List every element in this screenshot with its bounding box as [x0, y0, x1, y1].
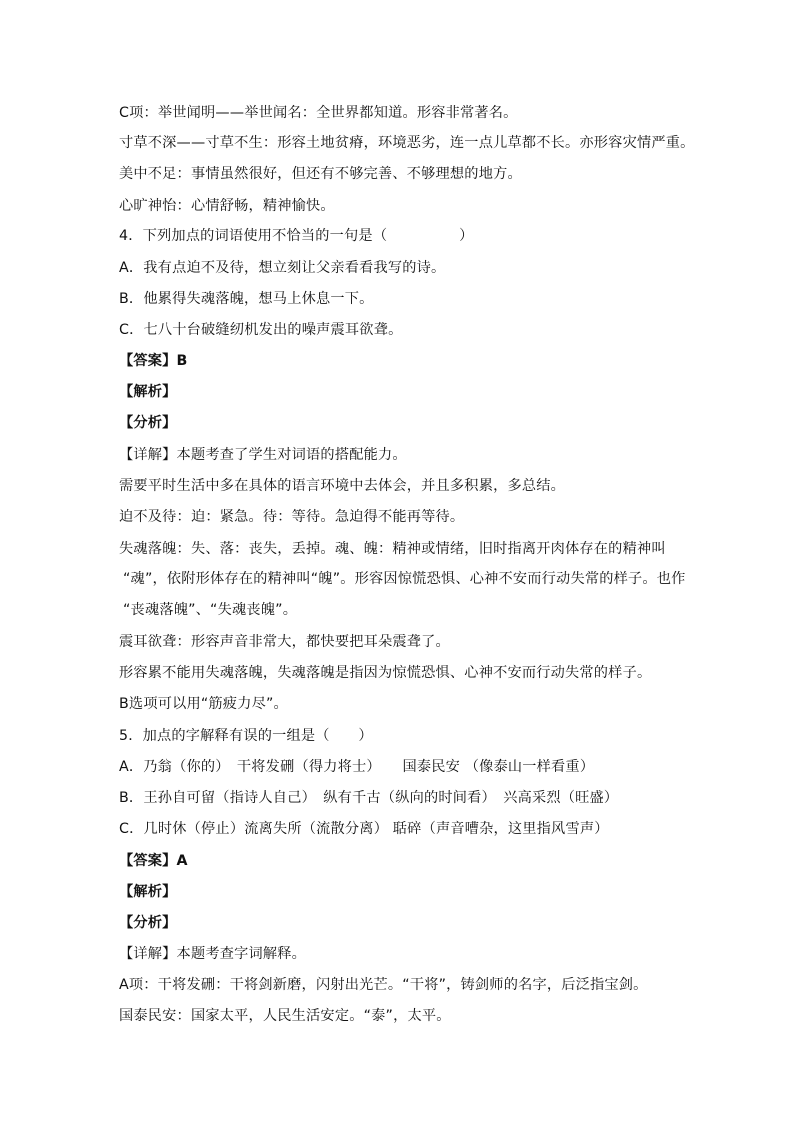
analysis-heading: 【解析】 [119, 384, 177, 400]
option-a: A．乃翁（你的） 干将发硎（得力将士） 国泰民安 （像泰山一样看重） [119, 759, 595, 775]
option-c: C．七八十台破缝纫机发出的噪声震耳欲聋。 [119, 322, 403, 338]
question-4-stem: 4．下列加点的词语使用不恰当的一句是（ ） [119, 228, 474, 244]
answer-heading: 【答案】A [119, 853, 188, 869]
text-line: B选项可以用“筋疲力尽”。 [119, 696, 288, 712]
analysis-subheading: 【分析】 [119, 915, 177, 931]
text-line: 震耳欲聋：形容声音非常大，都快要把耳朵震聋了。 [119, 634, 450, 650]
analysis-subheading: 【分析】 [119, 415, 177, 431]
text-line: 失魂落魄：失、落：丧失，丢掉。魂、魄：精神或情绪，旧时指离开肉体存在的精神叫 [119, 541, 666, 557]
text-line: 美中不足：事情虽然很好，但还有不够完善、不够理想的地方。 [119, 166, 522, 182]
detail-line: 【详解】本题考查字词解释。 [119, 946, 307, 962]
answer-heading: 【答案】B [119, 353, 188, 369]
text-line: A项：干将发硎：干将剑新磨，闪射出光芒。“干将”，铸剑师的名字，后泛指宝剑。 [119, 977, 648, 993]
text-line: “丧魂落魄”、“失魂丧魄”。 [123, 602, 298, 618]
analysis-heading: 【解析】 [119, 884, 177, 900]
option-b: B．王孙自可留（指诗人自己） 纵有千古（纵向的时间看） 兴高采烈（旺盛） [119, 790, 619, 806]
text-line: 心旷神怡：心情舒畅，精神愉快。 [119, 198, 335, 214]
text-line: 需要平时生活中多在具体的语言环境中去体会，并且多积累，多总结。 [119, 478, 566, 494]
question-5-stem: 5．加点的字解释有误的一组是（ ） [119, 728, 373, 744]
option-a: A．我有点迫不及待，想立刻让父亲看看我写的诗。 [119, 260, 446, 276]
detail-line: 【详解】本题考查了学生对词语的搭配能力。 [119, 447, 407, 463]
text-line: 国泰民安：国家太平，人民生活安定。“泰”，太平。 [119, 1008, 451, 1024]
text-line: 寸草不深——寸草不生：形容土地贫瘠，环境恶劣，连一点儿草都不长。亦形容灾情严重。 [119, 135, 695, 151]
text-line: “魂”，依附形体存在的精神叫“魄”。形容因惊慌恐惧、心神不安而行动失常的样子。也作 [123, 571, 686, 587]
text-line: 迫不及待：迫：紧急。待：等待。急迫得不能再等待。 [119, 509, 465, 525]
option-b: B．他累得失魂落魄，想马上休息一下。 [119, 291, 374, 307]
text-line: 形容累不能用失魂落魄，失魂落魄是指因为惊慌恐惧、心神不安而行动失常的样子。 [119, 665, 652, 681]
text-line: C项：举世闻明——举世闻名：全世界都知道。形容非常著名。 [119, 105, 518, 121]
option-c: C．几时休（停止）流离失所（流散分离） 聒碎（声音嘈杂，这里指风雪声） [119, 821, 609, 837]
